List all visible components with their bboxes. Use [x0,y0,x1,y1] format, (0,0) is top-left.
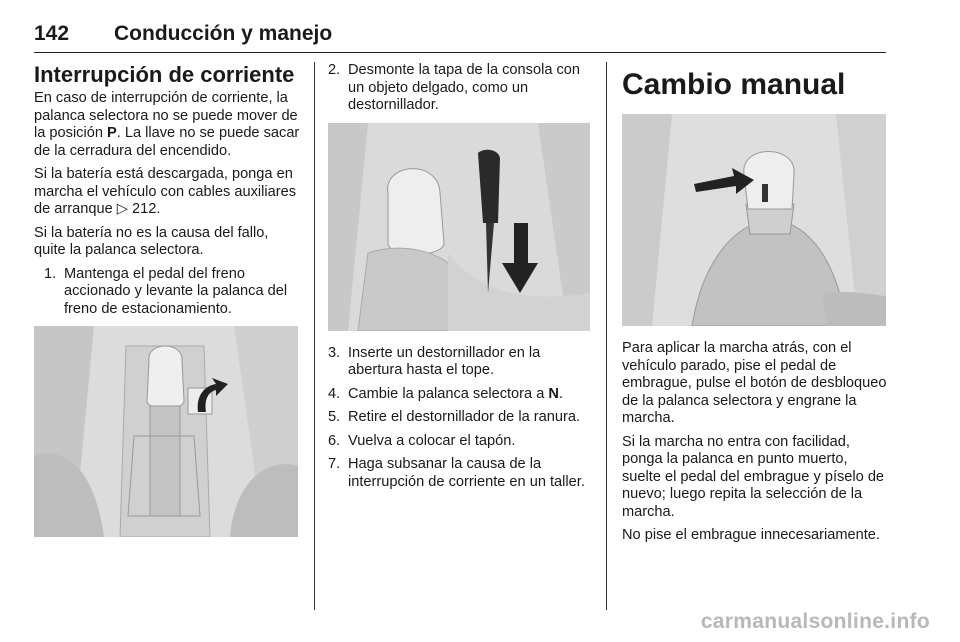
step-item [328,456,592,491]
step-text: Mantenga el pedal del freno accionado y levante la palanca del freno de estacionamiento. [64,265,288,317]
step-item [34,266,300,319]
text: Si la batería está descargada, ponga en marcha el vehículo con cables auxiliares de arranque [34,166,297,217]
figure-manual-gear-lever [622,114,886,326]
section-title-manual-transmission: Cambio manual [622,68,846,101]
paragraph [34,166,300,219]
figure-parking-brake [34,326,298,537]
text: En caso de interrupción de corriente, la palanca selectora no se puede mover de la posición [34,90,298,141]
page-reference[interactable]: 212. [128,201,161,217]
step-item [328,345,592,380]
step-item [328,62,592,115]
paragraph: No pise el embrague innecesariamente. [622,527,880,543]
step-text: Haga subsanar la causa de la interrupción de corriente en un taller. [348,456,585,490]
step-item [328,386,592,404]
step-number: 5. [328,409,341,425]
step-text: Vuelva a colocar el tapón. [348,432,516,449]
column-divider [314,62,315,610]
gear-lever-illustration [622,114,886,326]
column-right [622,62,888,551]
step-item [328,409,592,427]
running-title: Conducción y manejo [114,22,333,45]
step-item [328,433,592,451]
step-text: Desmonte la tapa de la consola con un objeto delgado, como un destornillador. [348,62,581,113]
page-reference-icon: ▷ [116,201,128,217]
column-divider [606,62,607,610]
step-text [348,386,592,404]
site-watermark: carmanualsonline.info [700,610,930,633]
position-label: N [548,385,559,402]
step-text: Inserte un destornillador en la abertura hasta el tope. [348,344,541,378]
position-label: P [107,125,117,141]
page-header [34,22,886,53]
column-middle [328,62,592,497]
step-number: 6. [328,432,341,449]
step-text: Retire el destornillador de la ranura. [348,409,581,425]
step-number: 3. [328,344,341,361]
paragraph: Si la batería no es la causa del fallo, quite la palanca selectora. [34,224,269,258]
step-number: 7. [328,456,341,472]
page-number: 142 [34,22,70,45]
parking-brake-illustration [34,326,298,537]
paragraph: Para aplicar la marcha atrás, con el vehículo parado, pise el pedal de embrague, pulse el botón de desbloqueo de la palanca selectora y engrane la marcha. [622,340,887,426]
step-number: 2. [328,62,341,78]
paragraph: Si la marcha no entra con facilidad, ponga la palanca en punto muerto, suelte el pedal del embrague y píselo de nuevo; luego repita la selección de la marcha. [622,433,885,520]
step-number: 1. [44,265,57,282]
text: Cambie la palanca selectora a [348,385,549,402]
paragraph [34,90,300,160]
text: . La llave no se puede sacar de la cerradura del encendido. [34,125,300,159]
figure-screwdriver-console [328,123,590,331]
column-left [34,62,300,537]
section-title-power-interruption: Interrupción de corriente [34,62,295,87]
step-number: 4. [328,385,341,402]
screwdriver-illustration [328,123,590,331]
text: . [558,385,563,402]
